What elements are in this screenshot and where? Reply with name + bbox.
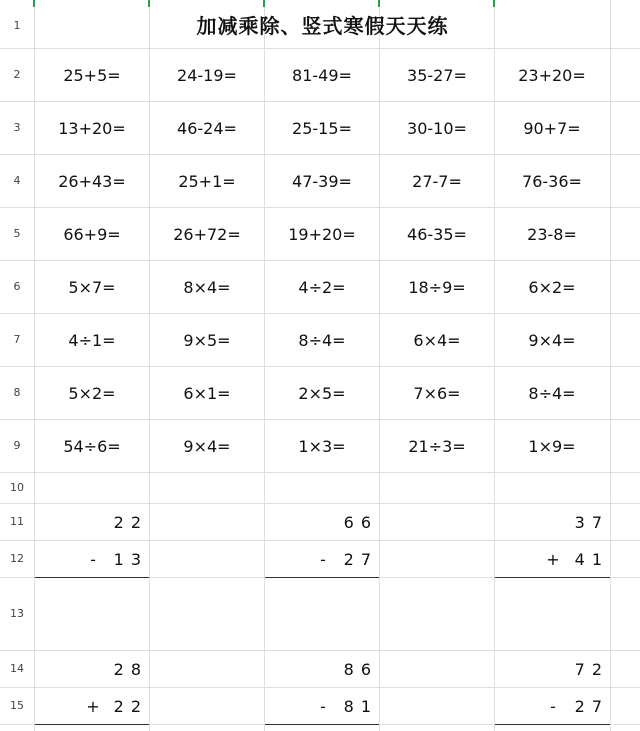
vertical-underline	[495, 577, 610, 578]
problem-cell[interactable]: 18÷9=	[408, 277, 466, 297]
problem-cell[interactable]: 13+20=	[58, 118, 126, 138]
problem-cell[interactable]: 81-49=	[292, 65, 352, 85]
problem-cell[interactable]: 25-15=	[292, 118, 352, 138]
problem-cell[interactable]: 5×7=	[68, 277, 116, 297]
vertical-underline	[495, 724, 610, 725]
vertical-operator: -	[320, 549, 326, 569]
row-number[interactable]: 14	[10, 662, 24, 675]
problem-cell[interactable]: 7×6=	[413, 383, 461, 403]
vertical-bottom-number[interactable]: 22	[113, 696, 148, 716]
problem-cell[interactable]: 1×9=	[528, 436, 576, 456]
vertical-operator: -	[550, 696, 556, 716]
vertical-operator: -	[320, 696, 326, 716]
problem-cell[interactable]: 25+1=	[178, 171, 236, 191]
problem-cell[interactable]: 25+5=	[63, 65, 121, 85]
problem-cell[interactable]: 4÷2=	[298, 277, 346, 297]
problem-cell[interactable]: 23+20=	[518, 65, 586, 85]
vertical-underline	[265, 724, 379, 725]
problem-cell[interactable]: 19+20=	[288, 224, 356, 244]
vertical-operator: +	[546, 549, 560, 569]
row-number[interactable]: 15	[10, 699, 24, 712]
vertical-top-number[interactable]: 22	[113, 512, 148, 532]
row-number[interactable]: 5	[13, 227, 21, 240]
grid-line	[0, 472, 640, 473]
row-number[interactable]: 4	[13, 174, 21, 187]
problem-cell[interactable]: 8×4=	[183, 277, 231, 297]
problem-cell[interactable]: 46-35=	[407, 224, 467, 244]
problem-cell[interactable]: 35-27=	[407, 65, 467, 85]
problem-cell[interactable]: 66+9=	[63, 224, 121, 244]
problem-cell[interactable]: 8÷4=	[528, 383, 576, 403]
vertical-top-number[interactable]: 86	[343, 659, 378, 679]
row-number[interactable]: 6	[13, 280, 21, 293]
vertical-underline	[35, 724, 149, 725]
problem-cell[interactable]: 24-19=	[177, 65, 237, 85]
row-number[interactable]: 3	[13, 121, 21, 134]
problem-cell[interactable]: 6×2=	[528, 277, 576, 297]
problem-cell[interactable]: 6×1=	[183, 383, 231, 403]
vertical-bottom-number[interactable]: 27	[574, 696, 609, 716]
page-title[interactable]: 加减乘除、竖式寒假天天练	[196, 13, 449, 38]
problem-cell[interactable]: 6×4=	[413, 330, 461, 350]
problem-cell[interactable]: 26+72=	[173, 224, 241, 244]
row-number[interactable]: 7	[13, 333, 21, 346]
problem-cell[interactable]: 47-39=	[292, 171, 352, 191]
vertical-top-number[interactable]: 37	[574, 512, 609, 532]
problem-cell[interactable]: 8÷4=	[298, 330, 346, 350]
row-number[interactable]: 2	[13, 68, 21, 81]
vertical-operator: -	[90, 549, 96, 569]
vertical-top-number[interactable]: 66	[343, 512, 378, 532]
problem-cell[interactable]: 21÷3=	[408, 436, 466, 456]
row-number[interactable]: 13	[10, 607, 24, 620]
vertical-underline	[35, 577, 149, 578]
problem-cell[interactable]: 4÷1=	[68, 330, 116, 350]
problem-cell[interactable]: 90+7=	[523, 118, 581, 138]
problem-cell[interactable]: 23-8=	[527, 224, 577, 244]
problem-cell[interactable]: 5×2=	[68, 383, 116, 403]
problem-cell[interactable]: 2×5=	[298, 383, 346, 403]
problem-cell[interactable]: 9×4=	[528, 330, 576, 350]
problem-cell[interactable]: 26+43=	[58, 171, 126, 191]
row-number[interactable]: 1	[13, 18, 21, 32]
vertical-top-number[interactable]: 72	[574, 659, 609, 679]
vertical-top-number[interactable]: 28	[113, 659, 148, 679]
row-number[interactable]: 11	[10, 515, 24, 528]
problem-cell[interactable]: 9×5=	[183, 330, 231, 350]
problem-cell[interactable]: 1×3=	[298, 436, 346, 456]
row-number[interactable]: 12	[10, 552, 24, 565]
vertical-operator: +	[86, 696, 100, 716]
row-number[interactable]: 8	[13, 386, 21, 399]
row-number[interactable]: 9	[13, 439, 21, 452]
problem-cell[interactable]: 27-7=	[412, 171, 462, 191]
problem-cell[interactable]: 9×4=	[183, 436, 231, 456]
row-number[interactable]: 10	[10, 481, 24, 494]
vertical-bottom-number[interactable]: 27	[343, 549, 378, 569]
vertical-bottom-number[interactable]: 81	[343, 696, 378, 716]
problem-cell[interactable]: 76-36=	[522, 171, 582, 191]
vertical-bottom-number[interactable]: 13	[113, 549, 148, 569]
vertical-underline	[265, 577, 379, 578]
problem-cell[interactable]: 54÷6=	[63, 436, 121, 456]
problem-cell[interactable]: 46-24=	[177, 118, 237, 138]
vertical-bottom-number[interactable]: 41	[574, 549, 609, 569]
problem-cell[interactable]: 30-10=	[407, 118, 467, 138]
